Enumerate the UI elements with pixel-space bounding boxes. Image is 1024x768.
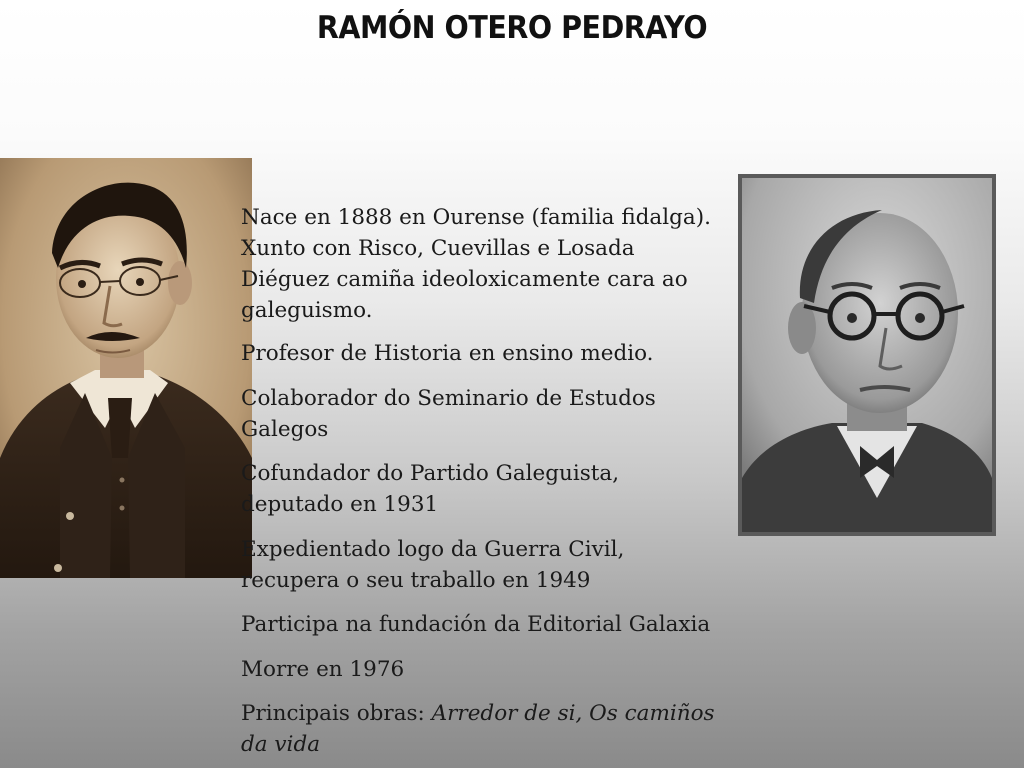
obras-titles: Arredor de si, Os camiños — [431, 701, 715, 726]
bullet-line — [241, 729, 801, 760]
bullet-line: Participa na fundación da Editorial Galaxia — [241, 612, 711, 637]
bullet-line: Galegos — [241, 416, 329, 442]
portrait-young-man-icon — [0, 158, 252, 578]
bullet-item-guerra — [241, 534, 801, 596]
bullet-line: Colaborador do Seminario de Estudos — [241, 385, 656, 411]
bullet-item-obras — [241, 698, 801, 760]
bullet-line: Xunto con Risco, Cuevillas e Losada — [241, 236, 635, 261]
portrait-older-man-icon — [742, 178, 992, 532]
bullet-item-seminario — [241, 383, 801, 445]
bullet-line: deputado en 1931 — [241, 492, 439, 517]
bullet-item-birth — [241, 202, 801, 326]
bullet-line: Nace en 1888 en Ourense (familia fidalga). — [241, 205, 711, 230]
bullet-item-galaxia — [241, 609, 801, 640]
bullet-line: Cofundador do Partido Galeguista, — [241, 461, 620, 486]
bullet-item-partido — [241, 458, 801, 520]
obras-titles-cont: da vida — [241, 732, 321, 757]
portrait-photo-right — [738, 174, 996, 536]
bullet-list — [241, 202, 801, 768]
bullet-item-profesor — [241, 338, 801, 369]
bullet-line: Expedientado logo da Guerra Civil, — [241, 536, 625, 562]
obras-prefix: Principais obras: — [241, 701, 432, 726]
bullet-line: Profesor de Historia en ensino medio. — [241, 341, 654, 366]
bullet-line: galeguismo. — [241, 298, 373, 323]
slide-title: RAMÓN OTERO PEDRAYO — [316, 10, 708, 46]
bullet-item-morre — [241, 654, 801, 685]
bullet-line: recupera o seu traballo en 1949 — [241, 567, 591, 593]
bullet-line: Diéguez camiña ideoloxicamente cara ao — [241, 267, 688, 292]
bullet-line: Morre en 1976 — [241, 656, 405, 682]
bullet-line — [241, 698, 801, 729]
portrait-photo-left — [0, 158, 252, 578]
